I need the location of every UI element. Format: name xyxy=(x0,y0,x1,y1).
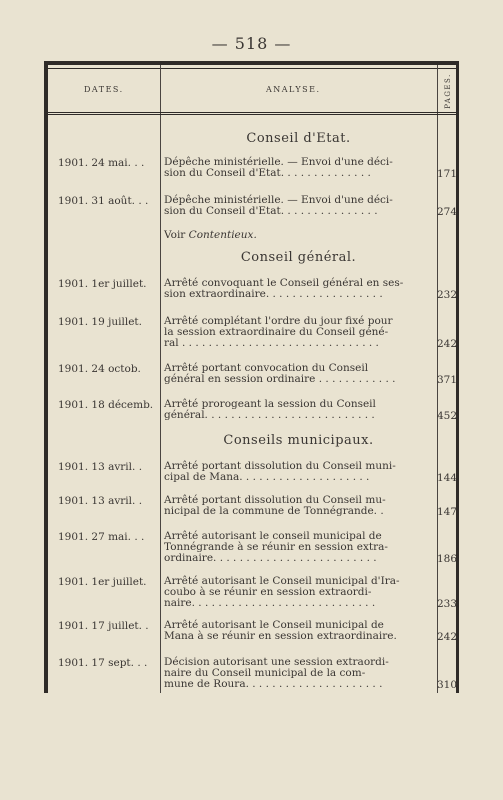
entry-analysis: Arrêté portant dissolution du Conseil mu- nicipal de la commune de Tonnégrande. . xyxy=(164,494,386,517)
entry-page: 242 xyxy=(437,338,458,350)
header-pages-label: PAGES. xyxy=(444,73,453,109)
section-title: Conseils municipaux. xyxy=(223,433,374,448)
entry-page: 171 xyxy=(437,168,458,180)
entry-analysis: Arrêté portant convocation du Conseil général en session ordinaire . . . . . . . . . . . . xyxy=(164,362,396,385)
entry-analysis: Arrêté portant dissolution du Conseil muni- cipal de Mana. . . . . . . . . . . . . . . . . . . . xyxy=(164,460,396,483)
entry-date: 1901. 13 avril. . xyxy=(58,495,143,507)
entry-page: 186 xyxy=(437,553,458,565)
section-title: Conseil d'Etat. xyxy=(246,131,351,146)
entry-analysis: Décision autorisant une session extraordi- naire du Conseil municipal de la com- mune de Roura. . . . . . . . . . . . . . . . . . . . . xyxy=(164,656,389,690)
entry-page: 452 xyxy=(437,410,458,422)
entry-analysis: Arrêté autorisant le conseil municipal de Tonnégrande à se réunir en session extra- ordinaire. . . . . . . . . . . . . . . . . . . . . . . . . xyxy=(164,530,388,564)
index-table xyxy=(44,61,459,693)
header-analyse: ANALYSE. xyxy=(266,85,321,94)
header-dates: DATES. xyxy=(84,85,124,94)
entry-date: 1901. 1er juillet. xyxy=(58,278,147,290)
entry-page: 274 xyxy=(437,206,458,218)
entry-page: 144 xyxy=(437,472,458,484)
entry-date: 1901. 17 juillet. . xyxy=(58,620,149,632)
entry-page: 310 xyxy=(437,679,458,691)
header-rule xyxy=(48,112,456,115)
entry-date: 1901. 1er juillet. xyxy=(58,576,147,588)
section-title: Conseil général. xyxy=(240,250,357,265)
entry-page: 233 xyxy=(437,598,458,610)
entry-analysis: Arrêté convoquant le Conseil général en ses- sion extraordinaire. . . . . . . . . . . . . . . . . . xyxy=(164,277,404,300)
entry-analysis: Arrêté prorogeant la session du Conseil général. . . . . . . . . . . . . . . . . . . . . . . . . . xyxy=(164,398,376,421)
entry-page: 232 xyxy=(437,289,458,301)
entry-date: 1901. 27 mai. . . xyxy=(58,531,145,543)
cross-reference-note xyxy=(164,229,257,241)
entry-page: 371 xyxy=(437,374,458,386)
page-number: — 518 — xyxy=(211,34,292,53)
entry-date: 1901. 17 sept. . . xyxy=(58,657,148,669)
entry-date: 1901. 18 décemb. xyxy=(58,399,154,411)
entry-page: 242 xyxy=(437,631,458,643)
note-prefix: Voir xyxy=(164,229,189,241)
entry-analysis: Dépêche ministérielle. — Envoi d'une déci- sion du Conseil d'Etat. . . . . . . . . . . . . . . xyxy=(164,194,393,217)
entry-date: 1901. 24 octob. xyxy=(58,363,141,375)
entry-analysis: Arrêté complétant l'ordre du jour fixé pour la session extraordinaire du Conseil géné- ral . . . . . . . . . . . . . . . . . . . . . . . . . . . . . . xyxy=(164,315,393,349)
header-pages xyxy=(436,69,460,113)
note-reference: Contentieux. xyxy=(188,229,257,241)
entry-date: 1901. 13 avril. . xyxy=(58,461,143,473)
entry-analysis: Dépêche ministérielle. — Envoi d'une déci- sion du Conseil d'Etat. . . . . . . . . . . . . . xyxy=(164,156,393,179)
entry-analysis: Arrêté autorisant le Conseil municipal de Mana à se réunir en session extraordinaire. xyxy=(164,619,397,642)
entry-date: 1901. 24 mai. . . xyxy=(58,157,145,169)
entry-date: 1901. 19 juillet. xyxy=(58,316,142,328)
entry-page: 147 xyxy=(437,506,458,518)
entry-analysis: Arrêté autorisant le Conseil municipal d'Ira- coubo à se réunir en session extraordi- naire. . . . . . . . . . . . . . . . . . . . . . . . . . . . xyxy=(164,575,400,609)
entry-date: 1901. 31 août. . . xyxy=(58,195,149,207)
column-divider-dates xyxy=(160,65,161,693)
